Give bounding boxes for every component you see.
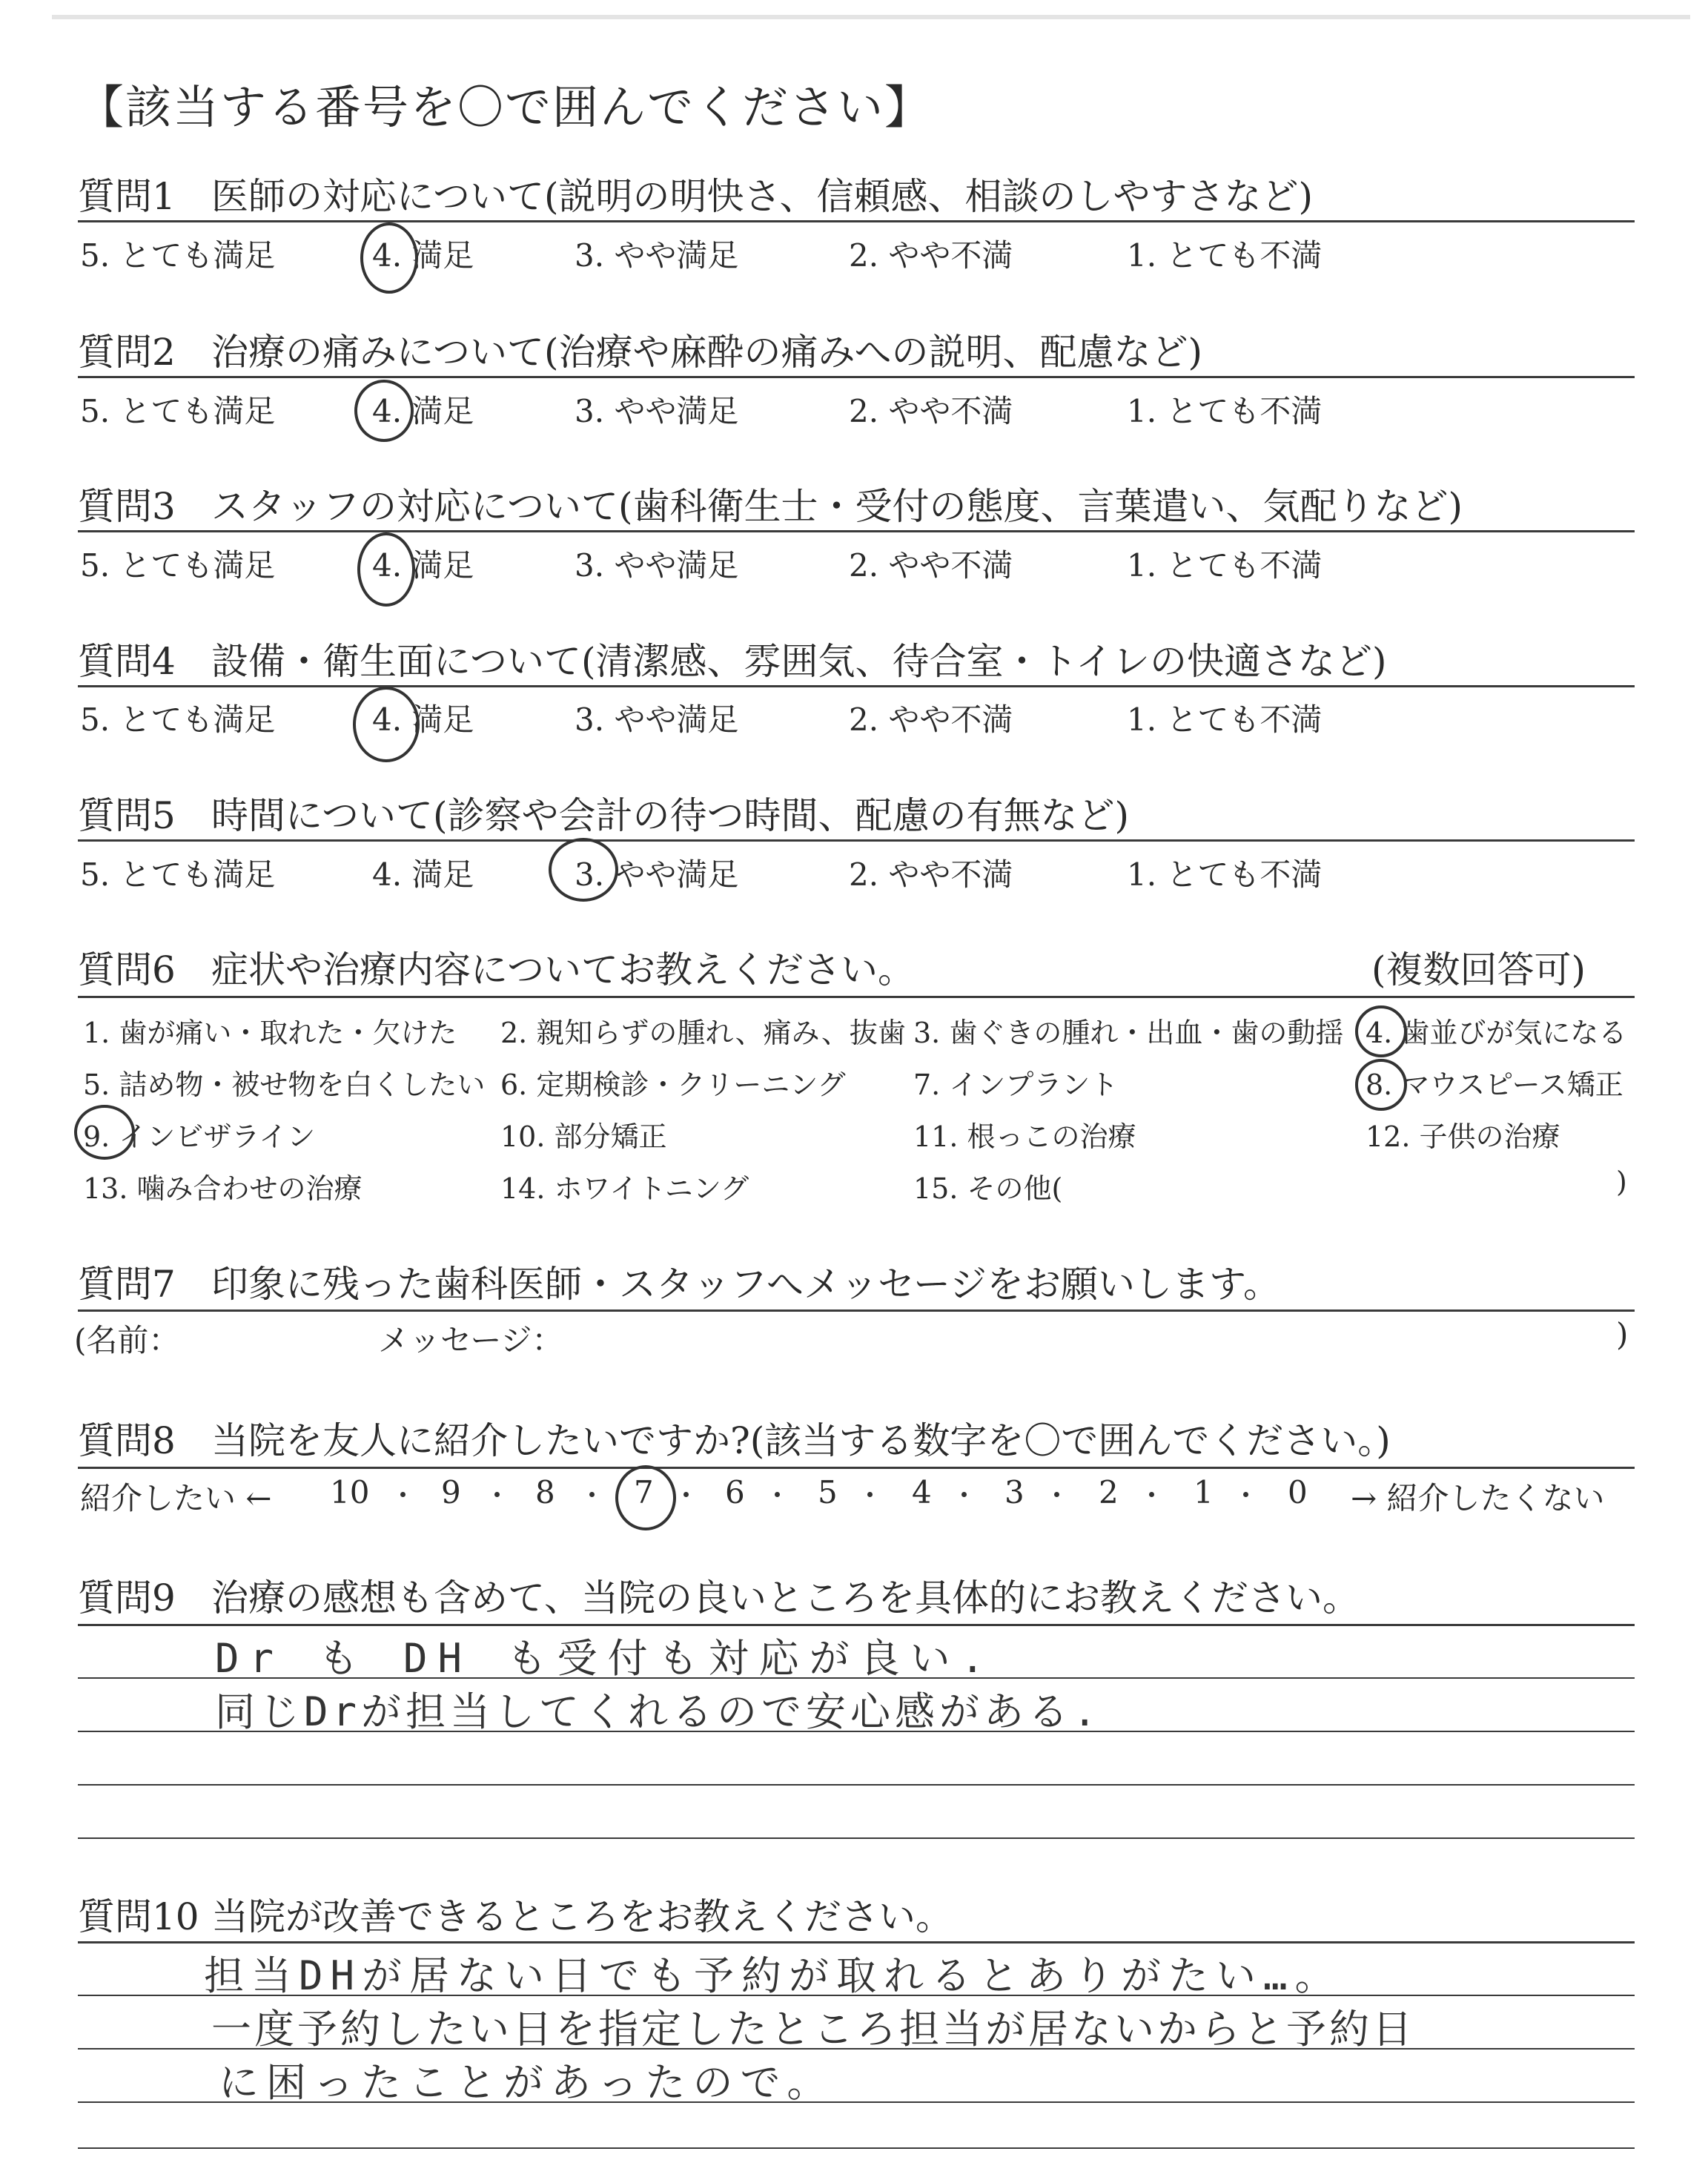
q7-close-paren: )	[1616, 1316, 1629, 1353]
q7-rule	[78, 1309, 1635, 1312]
q8-separator-dot	[775, 1492, 780, 1497]
q4-option-1[interactable]: 1. とても不満	[1127, 701, 1323, 738]
q1-label: 質問1	[78, 175, 176, 218]
q5-option-4[interactable]: 4. 満足	[372, 856, 474, 893]
q6-option-5[interactable]: 5. 詰め物・被せ物を白くしたい	[83, 1069, 486, 1101]
q8-scale-4[interactable]: 4	[912, 1474, 932, 1510]
q6-selection-circle-4	[1355, 1005, 1407, 1057]
q8-separator-dot	[1243, 1492, 1248, 1497]
q8-scale-10[interactable]: 10	[330, 1474, 370, 1510]
q6-option-4[interactable]: 4. 歯並びが気になる	[1366, 1017, 1627, 1049]
q7-message-label: メッセージ：	[378, 1322, 563, 1358]
q6-option-9[interactable]: 9. インビザライン	[83, 1120, 316, 1153]
q6-option-14[interactable]: 14. ホワイトニング	[500, 1172, 749, 1205]
q8-separator-dot	[1054, 1492, 1059, 1497]
q9-handwritten-answer-line-2: 同じDrが担当してくれるので安心感がある.	[215, 1688, 1102, 1735]
q6-option-3[interactable]: 3. 歯ぐきの腫れ・出血・歯の動揺	[913, 1017, 1344, 1049]
q1-text: 医師の対応について(説明の明快さ、信頼感、相談のしやすさなど)	[211, 175, 1314, 218]
q8-selection-circle	[615, 1465, 676, 1530]
q10-rule	[78, 1941, 1635, 1943]
q4-option-5[interactable]: 5. とても満足	[80, 701, 276, 738]
q8-scale-1[interactable]: 1	[1194, 1474, 1214, 1510]
q9-text: 治療の感想も含めて、当院の良いところを具体的にお教えください。	[211, 1576, 1360, 1619]
q7-label: 質問7	[78, 1263, 176, 1306]
q8-separator-dot	[683, 1492, 689, 1497]
q8-label: 質問8	[78, 1419, 176, 1462]
q8-scale-8[interactable]: 8	[535, 1474, 555, 1510]
q2-option-1[interactable]: 1. とても不満	[1127, 393, 1323, 429]
q9-answer-line	[78, 1784, 1635, 1786]
q2-option-3[interactable]: 3. やや満足	[575, 393, 739, 429]
q7-text: 印象に残った歯科医師・スタッフへメッセージをお願いします。	[211, 1263, 1280, 1306]
q8-separator-dot	[400, 1492, 406, 1497]
q1-selection-circle	[360, 222, 418, 294]
q3-option-2[interactable]: 2. やや不満	[849, 547, 1013, 584]
q4-option-2[interactable]: 2. やや不満	[849, 701, 1013, 738]
q3-option-1[interactable]: 1. とても不満	[1127, 547, 1323, 584]
q5-rule	[78, 839, 1635, 842]
q6-selection-circle-8	[1355, 1059, 1407, 1111]
q1-option-3[interactable]: 3. やや満足	[575, 237, 739, 274]
q2-label: 質問2	[78, 331, 176, 374]
q6-text: 症状や治療内容についてお教えください。	[211, 948, 915, 991]
q6-option-8[interactable]: 8. マウスピース矯正	[1366, 1069, 1623, 1101]
q6-option-6[interactable]: 6. 定期検診・クリーニング	[500, 1069, 846, 1101]
q8-scale-3[interactable]: 3	[1004, 1474, 1025, 1510]
scan-edge-line	[52, 15, 1690, 19]
q6-option-1[interactable]: 1. 歯が痛い・取れた・欠けた	[83, 1017, 457, 1049]
q6-selection-circle-9	[74, 1105, 135, 1160]
q6-other-close-paren: )	[1616, 1166, 1627, 1198]
q4-label: 質問4	[78, 640, 176, 683]
q8-scale-2[interactable]: 2	[1099, 1474, 1119, 1510]
q8-left-label: 紹介したい ←	[80, 1480, 272, 1516]
q3-selection-circle	[357, 532, 415, 607]
q2-selection-circle	[354, 380, 414, 442]
q3-label: 質問3	[78, 485, 176, 528]
q8-separator-dot	[1149, 1492, 1154, 1497]
q8-text: 当院を友人に紹介したいですか?(該当する数字を〇で囲んでください。)	[211, 1419, 1391, 1462]
form-title: 【該当する番号を〇で囲んでください】	[78, 80, 933, 134]
q9-label: 質問9	[78, 1576, 176, 1619]
q2-option-4[interactable]: 4. 満足	[372, 393, 474, 429]
q8-separator-dot	[867, 1492, 873, 1497]
q3-option-3[interactable]: 3. やや満足	[575, 547, 739, 584]
q8-scale-6[interactable]: 6	[725, 1474, 745, 1510]
q7-name-label: (名前：	[74, 1322, 180, 1358]
q4-text: 設備・衛生面について(清潔感、雰囲気、待合室・トイレの快適さなど)	[211, 640, 1387, 683]
q9-handwritten-answer-line-1: Dr も DH も受付も対応が良い.	[215, 1635, 996, 1682]
q4-option-3[interactable]: 3. やや満足	[575, 701, 739, 738]
q8-separator-dot	[961, 1492, 967, 1497]
q8-scale-0[interactable]: 0	[1288, 1474, 1308, 1510]
q2-option-5[interactable]: 5. とても満足	[80, 393, 276, 429]
q10-handwritten-answer-line-2: 一度予約したい日を指定したところ担当が居ないからと予約日	[211, 2006, 1415, 2052]
q8-scale-7[interactable]: 7	[634, 1474, 654, 1510]
q5-option-5[interactable]: 5. とても満足	[80, 856, 276, 893]
q10-handwritten-answer-line-3: に困ったことがあったので。	[219, 2059, 835, 2106]
q2-text: 治療の痛みについて(治療や麻酔の痛みへの説明、配慮など)	[211, 331, 1203, 374]
q2-rule	[78, 376, 1635, 378]
q8-separator-dot	[589, 1492, 595, 1497]
q6-option-15[interactable]: 15. その他(	[913, 1172, 1063, 1205]
q8-separator-dot	[494, 1492, 500, 1497]
q6-option-2[interactable]: 2. 親知らずの腫れ、痛み、抜歯	[500, 1017, 906, 1049]
q1-option-4[interactable]: 4. 満足	[372, 237, 474, 274]
q3-option-4[interactable]: 4. 満足	[372, 547, 474, 584]
q3-option-5[interactable]: 5. とても満足	[80, 547, 276, 584]
q5-option-1[interactable]: 1. とても不満	[1127, 856, 1323, 893]
q2-option-2[interactable]: 2. やや不満	[849, 393, 1013, 429]
q9-answer-line	[78, 1837, 1635, 1839]
q9-rule	[78, 1624, 1635, 1626]
q6-label: 質問6	[78, 948, 176, 991]
q4-rule	[78, 685, 1635, 687]
q10-answer-line	[78, 2147, 1635, 2149]
q10-label: 質問10	[78, 1895, 199, 1938]
q6-note: (複数回答可)	[1371, 948, 1586, 991]
q3-rule	[78, 530, 1635, 532]
q10-text: 当院が改善できるところをお教えください。	[211, 1895, 953, 1938]
q1-rule	[78, 220, 1635, 222]
q5-selection-circle	[549, 838, 618, 902]
q6-option-11[interactable]: 11. 根っこの治療	[913, 1120, 1136, 1153]
q8-right-label: → 紹介したくない	[1351, 1480, 1605, 1516]
q8-scale-9[interactable]: 9	[441, 1474, 461, 1510]
q4-option-4[interactable]: 4. 満足	[372, 701, 474, 738]
q5-label: 質問5	[78, 794, 176, 837]
q6-rule	[78, 996, 1635, 998]
q8-rule	[78, 1467, 1635, 1469]
q10-handwritten-answer-line-1: 担当DHが居ない日でも予約が取れるとありがたい…。	[204, 1952, 1343, 1999]
q6-option-12[interactable]: 12. 子供の治療	[1366, 1120, 1560, 1153]
q5-text: 時間について(診察や会計の待つ時間、配慮の有無など)	[211, 794, 1130, 837]
q1-option-2[interactable]: 2. やや不満	[849, 237, 1013, 274]
q1-option-5[interactable]: 5. とても満足	[80, 237, 276, 274]
q6-option-10[interactable]: 10. 部分矯正	[500, 1120, 667, 1153]
q8-scale-5[interactable]: 5	[818, 1474, 838, 1510]
q6-option-7[interactable]: 7. インプラント	[913, 1069, 1119, 1101]
q3-text: スタッフの対応について(歯科衛生士・受付の態度、言葉遣い、気配りなど)	[211, 485, 1463, 528]
q6-option-13[interactable]: 13. 噛み合わせの治療	[83, 1172, 363, 1205]
q1-option-1[interactable]: 1. とても不満	[1127, 237, 1323, 274]
q5-option-2[interactable]: 2. やや不満	[849, 856, 1013, 893]
q5-option-3[interactable]: 3. やや満足	[575, 856, 739, 893]
q4-selection-circle	[353, 687, 420, 762]
